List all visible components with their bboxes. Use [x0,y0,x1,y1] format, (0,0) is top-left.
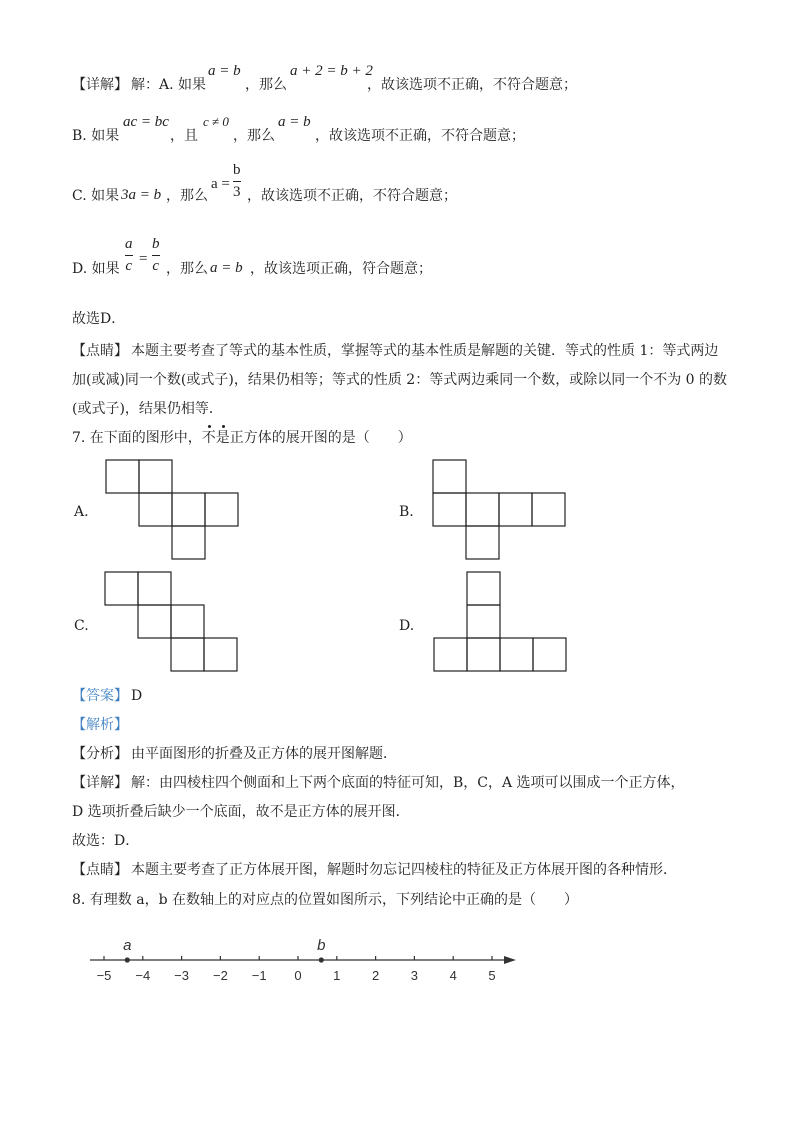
option-d-result: a = b [210,260,243,276]
net-d [428,567,573,677]
point-a-label: a [123,937,132,954]
option-c-tail: ，故该选项不正确，不符合题意； [247,188,457,204]
tick-label: −3 [174,968,190,983]
option-c-result-lhs: a = [211,176,230,192]
tick-label: 2 [371,968,380,983]
tick-label: 3 [410,968,419,983]
dianjing-tag-q6: 【点睛】 [72,343,128,359]
fenxi-tag: 【分析】 [72,746,128,762]
dianjing-line-2: 加(或减)同一个数(或式子)，结果仍相等；等式的性质 2：等式两边乘同一个数，或除以同一个不为 0 的数 [72,372,728,388]
net-b [428,455,573,565]
option-d-fraction-1 [125,237,133,274]
option-a-tail: ，故该选项不正确，不符合题意； [367,77,577,93]
dianjing-line-1: 本题主要考查了等式的基本性质，掌握等式的基本性质是解题的关键．等式的性质 1：等式两边 [131,343,719,359]
axis-arrow [504,956,516,964]
tick-label: 4 [449,968,457,983]
tick-label: −1 [251,968,267,983]
option-c-result-fraction [233,163,241,200]
point-b-label: b [317,937,326,954]
xiangjie-tag-q6: 【详解】 [72,77,128,93]
tick-label: 0 [294,968,302,983]
tick-label: −4 [135,968,151,983]
net-a [100,455,245,565]
tick-label: 1 [333,968,341,983]
choose-d-q6: 故选D． [72,311,126,327]
choose-d-q7: 故选：D． [72,833,140,849]
fraction-denominator: c [125,258,133,274]
point-a-dot [125,957,130,962]
option-c-then: ，那么 [166,188,208,204]
net-c [100,567,245,677]
question-7-stem: 7. 在下面的图形中，不是正方体的展开图的是（ ） [72,430,412,446]
fraction-bar [125,255,133,256]
answer-value: D [131,688,143,704]
point-b-dot [319,957,324,962]
fraction-numerator: b [233,162,241,178]
option-d-tail: ，故该选项正确，符合题意； [250,261,432,277]
option-c-intro: C. 如果 [72,188,120,204]
emphasis-dot [222,425,225,428]
fraction-bar [152,255,160,256]
option-d-label: D. [399,618,415,634]
option-b-intro: B. 如果 [72,128,120,144]
option-d-fraction-2 [152,237,160,274]
option-c-label: C. [74,618,89,634]
option-b-then: ，那么 [233,128,275,144]
option-a-label: A. [74,504,89,520]
dianjing-tag-q7: 【点睛】 [72,862,128,878]
question-8-stem: 8. 有理数 a，b 在数轴上的对应点的位置如图所示，下列结论中正确的是（ ） [72,892,579,908]
option-b-label: B. [399,504,414,520]
emphasis-dot [208,425,211,428]
option-d-equals: = [139,251,148,267]
option-b-and: ，且 [170,128,198,144]
option-b-condition2: c ≠ 0 [203,114,229,129]
fenxi-text: 由平面图形的折叠及正方体的展开图解题． [131,746,397,762]
xiangjie-tag-q7: 【详解】 [72,775,128,791]
xiangjie-line-2: D 选项折叠后缺少一个底面，故不是正方体的展开图． [72,804,410,820]
fraction-denominator: c [152,258,160,274]
xiangjie-line-1: 解：由四棱柱四个侧面和上下两个底面的特征可知，B，C，A 选项可以围成一个正方体， [131,775,685,791]
tick-label: 5 [488,968,496,983]
fraction-bar [233,181,241,182]
fraction-denominator: 3 [233,184,241,200]
option-a-intro: 解：A. 如果 [131,77,207,93]
option-b-result: a = b [278,114,311,130]
fraction-numerator: a [125,236,133,252]
number-line [80,930,530,990]
option-a-then: ，那么 [245,77,287,93]
option-a-result: a + 2 = b + 2 [290,63,373,79]
dianjing-text-q7: 本题主要考查了正方体展开图，解题时勿忘记四棱柱的特征及正方体展开图的各种情形． [131,862,677,878]
option-d-intro: D. 如果 [72,261,120,277]
dianjing-line-3: (或式子)，结果仍相等． [72,401,223,417]
fraction-numerator: b [152,236,160,252]
option-b-tail: ，故该选项不正确，不符合题意； [315,128,525,144]
option-b-condition: ac = bc [123,114,169,130]
answer-tag: 【答案】 [72,688,128,704]
tick-label: −2 [212,968,228,983]
option-c-condition: 3a = b [121,187,162,203]
tick-label: −5 [96,968,112,983]
option-d-then: ，那么 [166,261,208,277]
jiexi-tag: 【解析】 [72,717,128,733]
option-a-condition: a = b [208,63,241,79]
